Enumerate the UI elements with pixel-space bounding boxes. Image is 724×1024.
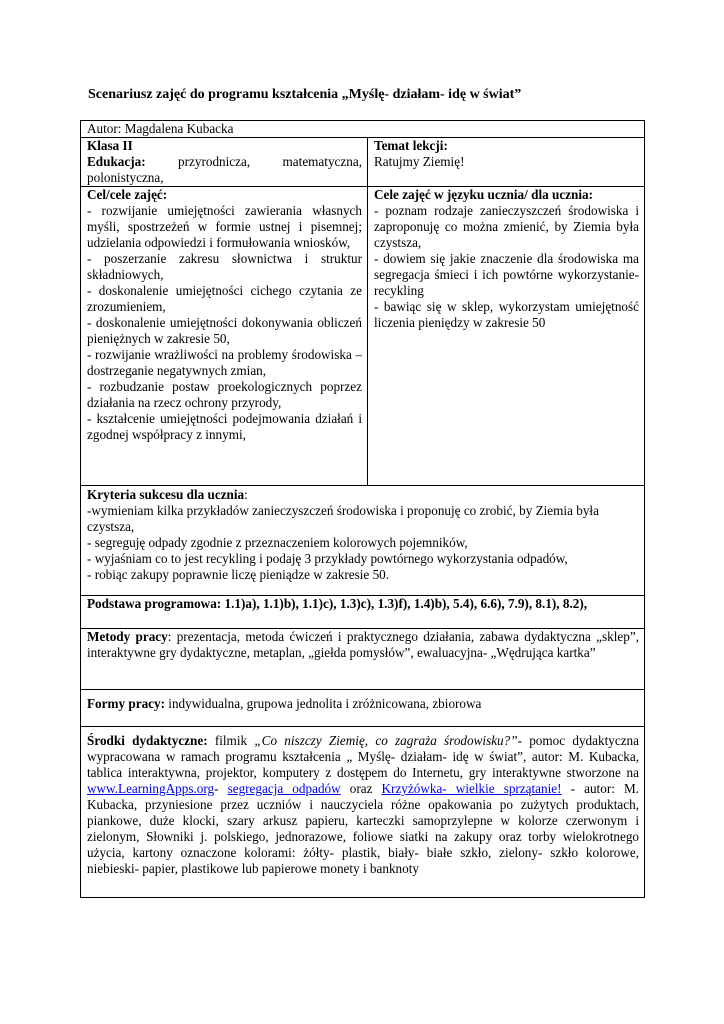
- student-goal-item: - dowiem się jakie znaczenie dla środowiska ma segregacja śmieci i ich powtórne wykorzystanie- recykling: [374, 251, 640, 298]
- criteria-item: - wyjaśniam co to jest recykling i podaję 3 przykłady powtórnego wykorzystania odpadów,: [87, 551, 568, 566]
- goal-item: - kształcenie umiejętności podejmowania działań i zgodnej współpracy z innymi,: [87, 411, 362, 442]
- forms-cell: [81, 690, 645, 727]
- materials-label: Środki dydaktyczne:: [87, 733, 208, 748]
- methods-cell: [81, 629, 645, 690]
- goals-cell: [81, 187, 368, 486]
- student-goal-item: - bawiąc się w sklep, wykorzystam umiejętność liczenia pieniędzy w zakresie 50: [374, 299, 640, 330]
- document-title: Scenariusz zajęć do programu kształcenia „Myślę- działam- idę w świat”: [88, 87, 522, 102]
- criteria-heading: [87, 487, 639, 503]
- goal-item: - rozbudzanie postaw proekologicznych poprzez działania na rzecz ochrony przyrody,: [87, 379, 362, 410]
- materials-film-intro: filmik: [207, 733, 255, 748]
- waste-sorting-link[interactable]: segregacja odpadów: [227, 781, 341, 796]
- author-cell: Autor: Magdalena Kubacka: [81, 121, 645, 138]
- materials-text-1: - pomoc dydaktyczna wypracowana w ramach programu kształcenia „ Myślę- działam- idę w świat”, autor: M. Kubacka, tablica interaktywna, projektor, komputery z dostępem do Internetu, gry interaktywne stworzone na: [87, 733, 640, 780]
- forms-row: [81, 690, 645, 727]
- forms-value: indywidualna, grupowa jednolita i zróżnicowana, zbiorowa: [165, 696, 482, 711]
- criteria-item: - segreguję odpady zgodnie z przeznaczeniem kolorowych pojemników,: [87, 535, 468, 550]
- class-cell: [81, 138, 368, 187]
- education-label: Edukacja:: [87, 154, 146, 169]
- goal-item: - rozwijanie umiejętności zawierania własnych myśli, spostrzeżeń w formie ustnej i pisemnej; udzielania odpowiedzi i formułowania wniosków,: [87, 203, 362, 250]
- topic-label: Temat lekcji:: [374, 138, 448, 153]
- materials-text-4: - autor: M. Kubacka, przyniesione przez uczniów i nauczyciela różne opakowania po zużytych produktach, piankowe, duże klocki, szary arkusz papieru, karteczki samoprzylepne w kolorze czerwonym i zielonym, Słowniki j. polskiego, jednorazowe, foliowe siatki na zakupy oraz torby wielokrotnego użycia, kartony oznaczone kolorami: żółty- plastik, biały- białe szkło, zielony- szkło kolorowe, niebieski- papier, plastikowe lub papierowe monety i banknoty: [87, 781, 640, 876]
- criteria-item: - robiąc zakupy poprawnie liczę pieniądze w zakresie 50.: [87, 567, 390, 582]
- learningapps-link[interactable]: www.LearningApps.org: [87, 781, 215, 796]
- curriculum-row: [81, 596, 645, 629]
- goal-item: - poszerzanie zakresu słownictwa i struktur składniowych,: [87, 251, 362, 282]
- methods-label: Metody pracy: [87, 629, 168, 644]
- student-goal-item: - poznam rodzaje zanieczyszczeń środowiska i zaproponuję co można zmienić, by Ziemia była czystsza,: [374, 203, 640, 250]
- goals-label: Cel/cele zajęć:: [87, 187, 168, 202]
- student-goals-cell: [368, 187, 645, 486]
- materials-film-title: „Co niszczy Ziemię, co zagraża środowisku?”: [254, 733, 518, 748]
- author-row: [81, 121, 645, 138]
- class-label: Klasa II: [87, 138, 133, 153]
- topic-value: Ratujmy Ziemię!: [374, 154, 465, 169]
- lesson-plan-table: [80, 120, 645, 898]
- criteria-cell: [81, 486, 645, 596]
- criteria-label: Kryteria sukcesu dla ucznia: [87, 487, 245, 502]
- criteria-row: [81, 486, 645, 596]
- materials-row: [81, 727, 645, 898]
- class-row: [81, 138, 645, 187]
- goal-item: - doskonalenie umiejętności dokonywania obliczeń pieniężnych w zakresie 50,: [87, 315, 362, 346]
- methods-value: : prezentacja, metoda ćwiczeń i praktycznego działania, zabawa dydaktyczna „sklep”, interaktywne gry dydaktyczne, metaplan, „giełda pomysłów”, ewaluacyjna- „Wędrująca kartka”: [87, 629, 640, 660]
- materials-text-3: oraz: [340, 781, 382, 796]
- materials-cell: [81, 727, 645, 898]
- materials-text-2: -: [214, 781, 228, 796]
- student-goals-label: Cele zajęć w języku ucznia/ dla ucznia:: [374, 187, 594, 202]
- education-value: przyrodnicza, matematyczna, polonistyczna,: [87, 154, 362, 185]
- crossword-link[interactable]: Krzyżówka- wielkie sprzątanie!: [381, 781, 562, 796]
- goal-item: - rozwijanie wrażliwości na problemy środowiska – dostrzeganie negatywnych zmian,: [87, 347, 362, 378]
- criteria-item: -wymieniam kilka przykładów zanieczyszczeń środowiska i proponuję co zrobić, by Ziemia była czystsza,: [87, 503, 599, 534]
- curriculum-cell: Podstawa programowa: 1.1)a), 1.1)b), 1.1)c), 1.3)c), 1.3)f), 1.4)b), 5.4), 6.6), 7.9), 8.1), 8.2),: [81, 596, 645, 629]
- goal-item: - doskonalenie umiejętności cichego czytania ze zrozumieniem,: [87, 283, 362, 314]
- education-line: [87, 154, 362, 186]
- forms-label: Formy pracy:: [87, 696, 165, 711]
- criteria-colon: :: [244, 487, 248, 502]
- methods-row: [81, 629, 645, 690]
- topic-cell: [368, 138, 645, 187]
- goals-row: [81, 187, 645, 486]
